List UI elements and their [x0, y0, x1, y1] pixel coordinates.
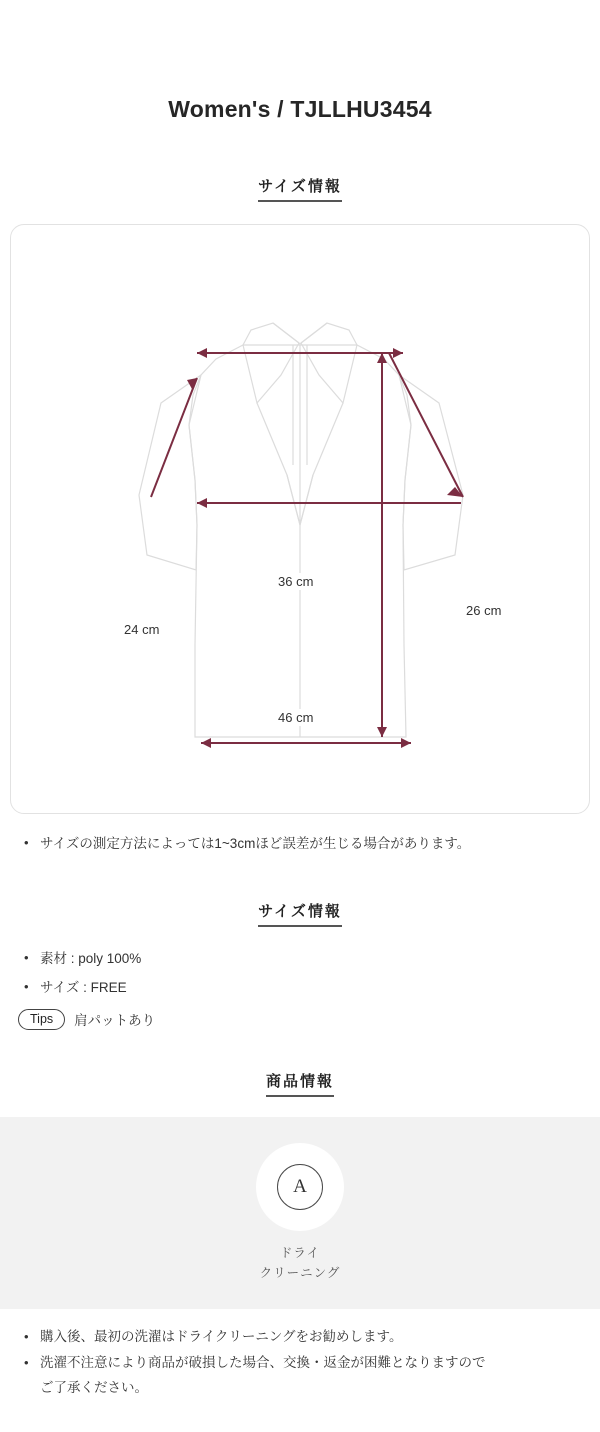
list-item-size: • サイズ : FREE: [0, 974, 600, 1001]
dry-clean-icon: [256, 1143, 344, 1231]
care-label-line2: クリーニング: [259, 1266, 341, 1281]
garment-outline: [139, 323, 463, 737]
detail-list: [0, 945, 600, 1001]
page-title: Women's / TJLLHU3454: [168, 96, 432, 122]
measure-label-chest: 46 cm: [273, 709, 318, 726]
size-note-list: [0, 832, 600, 856]
care-label: [260, 1243, 341, 1283]
care-note-item: [0, 1351, 600, 1400]
product-info-heading: [0, 1070, 600, 1097]
list-item-material: • 素材 : poly 100%: [0, 945, 600, 972]
detail-info-heading-text: サイズ情報: [258, 900, 342, 927]
size-note-item: • サイズの測定方法によっては1~3cmほど誤差が生じる場合があります。: [0, 832, 600, 856]
dry-clean-symbol: A: [277, 1164, 323, 1210]
measure-label-shoulder: 36 cm: [273, 573, 318, 590]
care-note-text: 洗濯不注意により商品が破損した場合、交換・返金が困難となりますので: [40, 1355, 486, 1371]
care-note-item: • 購入後、最初の洗濯はドライクリーニングをお勧めします。: [0, 1325, 600, 1349]
tips-badge: Tips: [18, 1009, 65, 1031]
product-info-heading-text: 商品情報: [266, 1070, 334, 1097]
care-note-continuation: ご了承ください。: [40, 1379, 148, 1395]
detail-info-heading: [0, 900, 600, 927]
size-diagram-panel: [10, 224, 590, 814]
size-info-heading: [0, 175, 600, 202]
care-note-list: [0, 1325, 600, 1432]
size-info-heading-text: サイズ情報: [258, 175, 342, 202]
measure-label-sleeve-length: 26 cm: [461, 602, 506, 619]
tips-text: 肩パットあり: [74, 1013, 156, 1029]
care-instruction-panel: [0, 1117, 600, 1309]
tips-row: [0, 1009, 600, 1031]
measure-label-sleeve-opening: 24 cm: [119, 621, 164, 638]
care-label-line1: ドライ: [279, 1246, 321, 1261]
